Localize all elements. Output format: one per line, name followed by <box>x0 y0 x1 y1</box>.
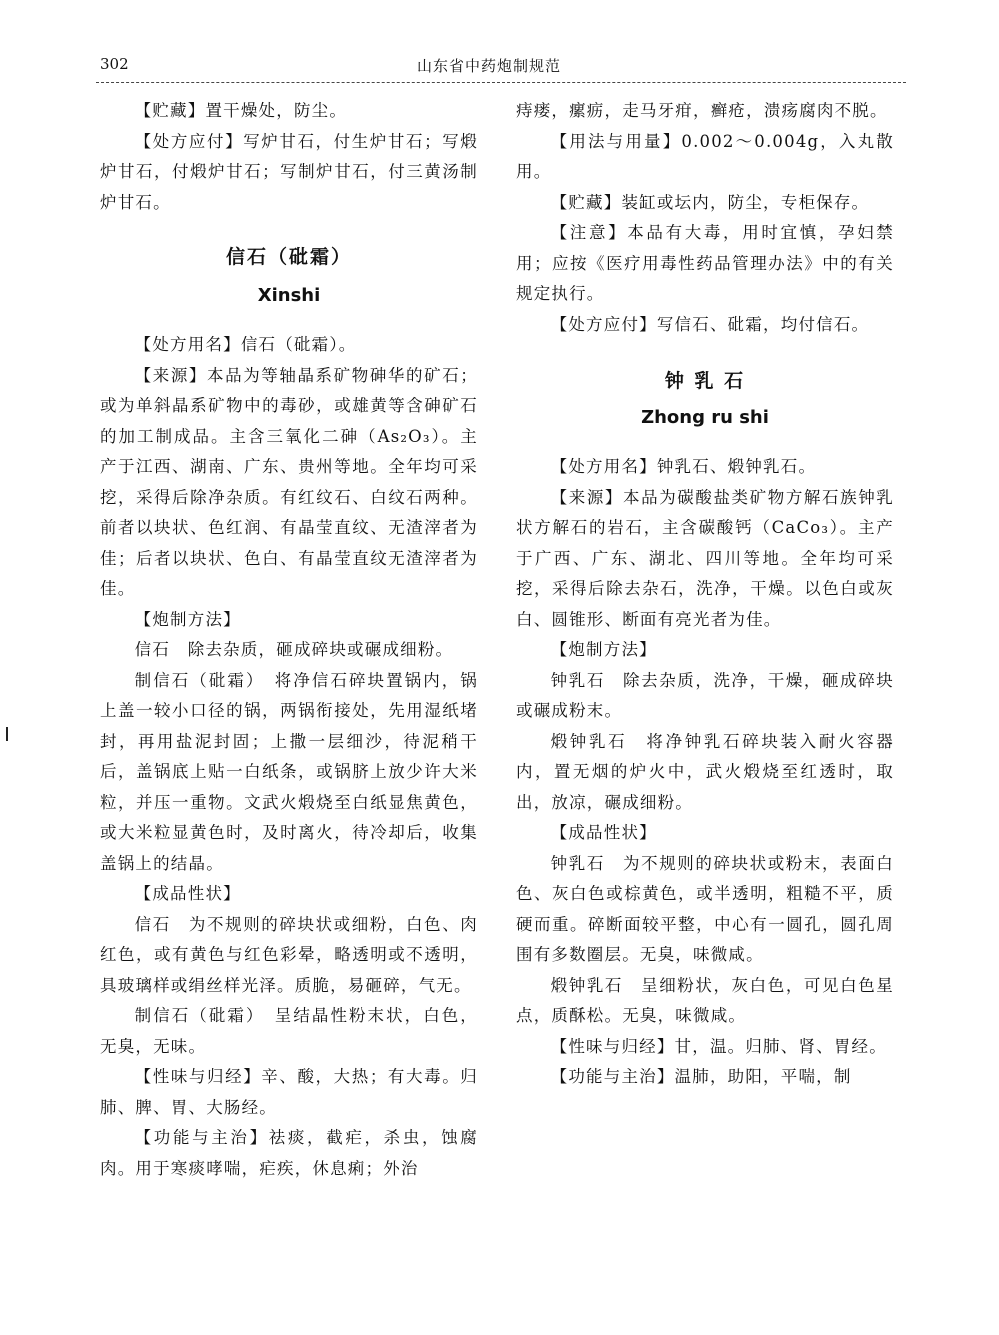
left-column <box>100 96 478 1184</box>
paragraph: 【处方应付】写信石、砒霜，均付信石。 <box>550 314 870 334</box>
entry-pinyin: Xinshi <box>257 285 321 306</box>
paragraph: 【性味与归经】辛、酸，大热；有大毒。归肺、脾、胃、大肠经。 <box>100 1067 478 1117</box>
entry-title: 信石（砒霜） <box>225 246 352 268</box>
entry-body <box>100 330 478 1184</box>
margin-mark <box>6 727 8 741</box>
paragraph: 痔瘘，瘰疬，走马牙疳，癣疮，溃疡腐肉不脱。 <box>516 101 888 120</box>
paragraph: 【功能与主治】温肺，助阳，平喘，制 <box>550 1067 852 1086</box>
right-column <box>516 96 894 1093</box>
paragraph: 【来源】本品为碳酸盐类矿物方解石族钟乳状方解石的岩石，主含碳酸钙（CaCo₃）。主产于广西、广东、湖北、四川等地。全年均可采挖，采得后除去杂石，洗净，干燥。以色白或灰白、圆锥形、断面有亮光者为佳。 <box>516 487 894 629</box>
continued-body <box>516 96 894 340</box>
paragraph: 【成品性状】 <box>550 823 657 842</box>
paragraph: 【性味与归经】甘，温。归肺、肾、胃经。 <box>550 1036 887 1056</box>
paragraph: 【炮制方法】 <box>134 609 241 629</box>
paragraph: 钟乳石 除去杂质，洗净，干燥，砸成碎块或碾成粉末。 <box>516 670 894 720</box>
page-number: 302 <box>100 55 129 73</box>
paragraph: 【注意】本品有大毒，用时宜慎，孕妇禁用；应按《医疗用毒性药品管理办法》中的有关规定执行。 <box>516 223 894 303</box>
paragraph: 【功能与主治】祛痰，截疟，杀虫，蚀腐肉。用于寒痰哮喘，疟疾，休息痢；外治 <box>100 1128 478 1178</box>
paragraph: 【处方用名】信石（砒霜）。 <box>134 335 357 354</box>
paragraph-storage: 【贮藏】置干燥处，防尘。 <box>134 101 348 120</box>
paragraph: 制信石（砒霜） 呈结晶性粉末状，白色，无臭，无味。 <box>100 1006 478 1056</box>
entry-pinyin: Zhong ru shi <box>641 407 769 428</box>
paragraph-dispensing: 【处方应付】写炉甘石，付生炉甘石；写煅炉甘石，付煅炉甘石；写制炉甘石，付三黄汤制炉甘石。 <box>100 131 478 212</box>
paragraph: 【来源】本品为等轴晶系矿物砷华的矿石；或为单斜晶系矿物中的毒砂，或雄黄等含砷矿石的加工制成品。主含三氧化二砷（As₂O₃）。主产于江西、湖南、广东、贵州等地。全年均可采挖，采得后除净杂质。有红纹石、白纹石两种。前者以块状、色红润、有晶莹直纹、无渣滓者为佳；后者以块状、色白、有晶莹直纹无渣滓者为佳。 <box>100 365 478 598</box>
paragraph: 信石 为不规则的碎块状或细粉，白色、肉红色，或有黄色与红色彩晕，略透明或不透明，具玻璃样或绢丝样光泽。质脆，易砸碎，气无。 <box>100 914 478 995</box>
paragraph: 【成品性状】 <box>134 884 241 903</box>
running-title: 山东省中药炮制规范 <box>417 57 562 75</box>
paragraph: 【用法与用量】0.002～0.004g，入丸散用。 <box>516 131 894 181</box>
entry-title: 钟 乳 石 <box>664 370 746 392</box>
paragraph: 【贮藏】装缸或坛内，防尘，专柜保存。 <box>550 192 870 212</box>
paragraph: 煅钟乳石 将净钟乳石碎块装入耐火容器内，置无烟的炉火中，武火煅烧至红透时，取出，放凉，碾成细粉。 <box>516 731 894 812</box>
paragraph: 制信石（砒霜） 将净信石碎块置锅内，锅上盖一较小口径的锅，两锅衔接处，先用湿纸堵封，再用盐泥封固；上撒一层细沙，待泥稍干后，盖锅底上贴一白纸条，或锅脐上放少许大米粒，并压一重物。文武火煅烧至白纸显焦黄色，或大米粒显黄色时，及时离火，待冷却后，收集盖锅上的结晶。 <box>100 670 478 873</box>
paragraph: 钟乳石 为不规则的碎块状或粉末，表面白色、灰白色或棕黄色，或半透明，粗糙不平，质硬而重。碎断面较平整，中心有一圆孔，圆孔周围有多数圈层。无臭，味微咸。 <box>516 853 894 964</box>
entry-body <box>516 452 894 1093</box>
paragraph: 【炮制方法】 <box>550 640 657 659</box>
header-rule <box>96 82 906 83</box>
paragraph: 信石 除去杂质，砸成碎块或碾成细粉。 <box>134 640 454 659</box>
paragraph: 煅钟乳石 呈细粉状，灰白色，可见白色星点，质酥松。无臭，味微咸。 <box>516 975 894 1025</box>
paragraph: 【处方用名】钟乳石、煅钟乳石。 <box>550 457 817 476</box>
